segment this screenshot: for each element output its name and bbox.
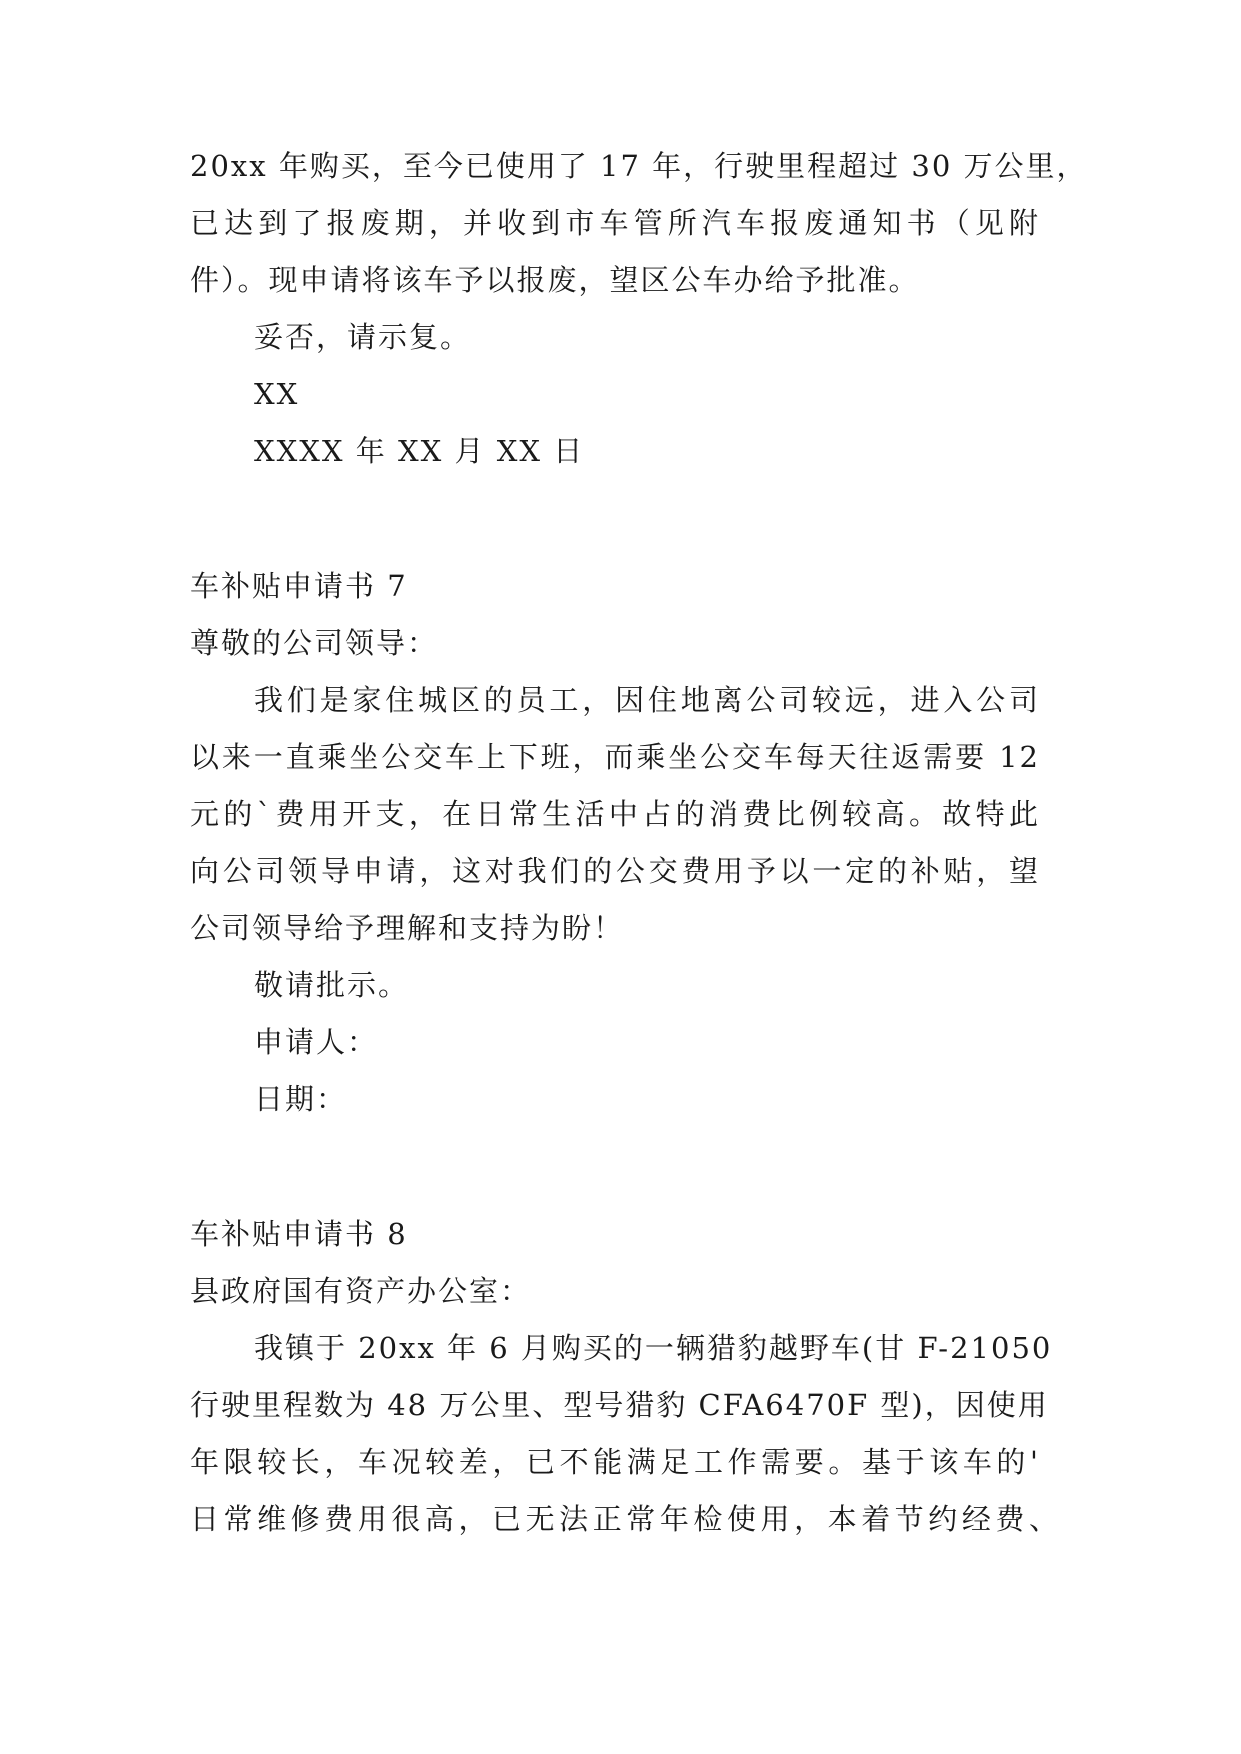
applicant-label: 申请人： [254, 1025, 379, 1059]
body-line: 我们是家住城区的员工，因住地离公司较远，进入公司 [254, 683, 1040, 717]
body-line: 行驶里程数为 48 万公里、型号猎豹 CFA6470F 型)，因使用 [190, 1388, 1049, 1422]
body-line: 年限较长，车况较差，已不能满足工作需要。基于该车的' [190, 1445, 1040, 1479]
body-line: 件）。现申请将该车予以报废，望区公车办给予批准。 [190, 263, 920, 297]
body-line: 日常维修费用很高，已无法正常年检使用，本着节约经费、 [190, 1502, 1060, 1536]
date-label: 日期： [254, 1082, 348, 1116]
body-line: 公司领导给予理解和支持为盼！ [190, 911, 625, 945]
body-line: 元的`费用开支，在日常生活中占的消费比例较高。故特此 [190, 797, 1040, 831]
section-title: 车补贴申请书 7 [190, 569, 408, 603]
salutation: 尊敬的公司领导： [190, 626, 439, 660]
closing-line: 敬请批示。 [254, 968, 410, 1002]
closing-line: 妥否，请示复。 [254, 320, 472, 354]
salutation: 县政府国有资产办公室： [190, 1274, 532, 1308]
body-line: 以来一直乘坐公交车上下班，而乘坐公交车每天往返需要 12 [190, 740, 1040, 774]
body-line: 向公司领导申请，这对我们的公交费用予以一定的补贴，望 [190, 854, 1040, 888]
section-title: 车补贴申请书 8 [190, 1217, 408, 1251]
signer: XX [254, 377, 300, 411]
date-line: XXXX 年 XX 月 XX 日 [254, 434, 585, 468]
body-line: 我镇于 20xx 年 6 月购买的一辆猎豹越野车(甘 F-21050 [254, 1331, 1053, 1365]
body-line: 已达到了报废期，并收到市车管所汽车报废通知书（见附 [190, 206, 1040, 240]
body-line: 20xx 年购买，至今已使用了 17 年，行驶里程超过 30 万公里， [190, 149, 1088, 183]
